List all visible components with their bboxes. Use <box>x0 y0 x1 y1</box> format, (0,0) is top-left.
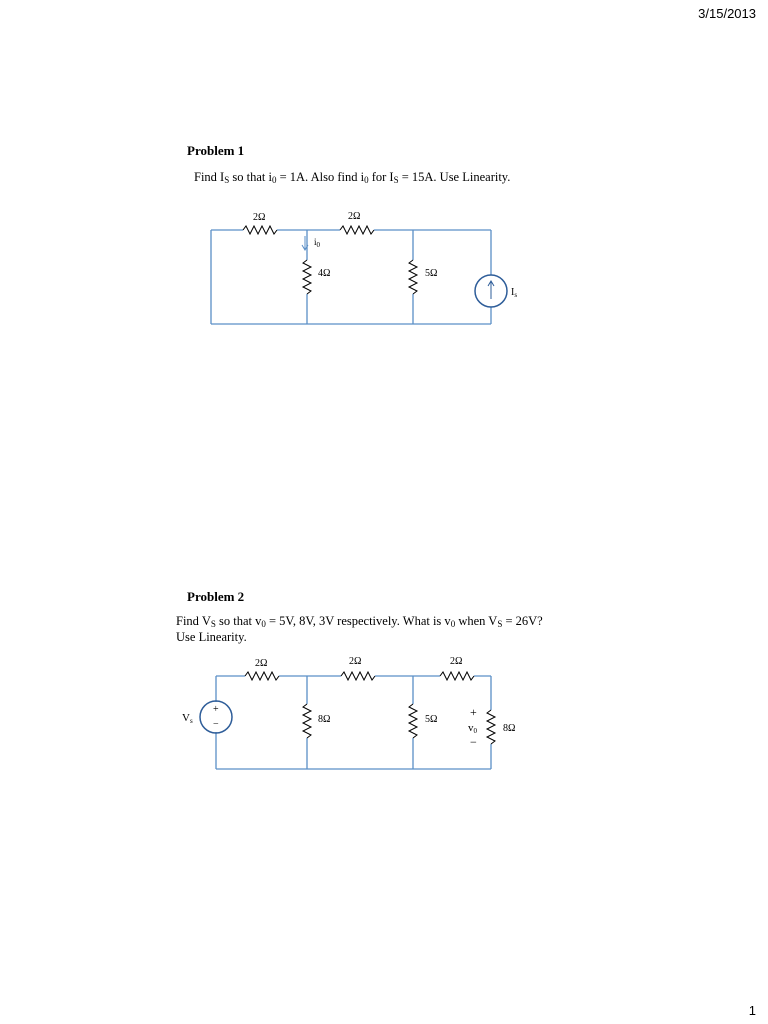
p1-source-arrow <box>488 281 494 299</box>
p2-r1-label: 2Ω <box>255 658 268 669</box>
page-number: 1 <box>748 1003 756 1018</box>
problem2-title: Problem 2 <box>187 589 245 604</box>
p1-r1-label: 2Ω <box>253 212 266 223</box>
p2-source-plus: + <box>213 704 219 715</box>
circuit1-resistors <box>243 226 417 294</box>
circuit1 <box>211 230 491 324</box>
p1-resistor-r1 <box>243 226 277 234</box>
p1-source-label: $I_s$ <box>511 287 518 299</box>
problem2-statement: Find $V_S$ so that $v_0 = 5V$, 8V, 3V respectively. What is $v_0$ when $V_S = 26V$? <box>176 614 543 629</box>
page-date: 3/15/2013 <box>698 6 756 21</box>
p1-r4-label: 5Ω <box>425 268 438 279</box>
circuit2 <box>216 676 491 769</box>
p2-r4-label: 8Ω <box>318 714 331 725</box>
p1-resistor-r2 <box>340 226 374 234</box>
p2-r3-label: 2Ω <box>450 656 463 667</box>
problem1-statement: Find $I_S$ so that $i_0 = 1A$. Also find $i_0$ for $I_S = 15A$. Use Linearity. <box>194 170 511 185</box>
p2-r2-label: 2Ω <box>349 656 362 667</box>
problem1-title: Problem 1 <box>187 143 245 158</box>
p1-r2-label: 2Ω <box>348 211 361 222</box>
p2-source-label: Vs <box>182 712 193 725</box>
problem2-statement-line2: Use Linearity. <box>176 630 247 644</box>
p1-current-label: $i_0$ <box>314 237 321 249</box>
circuit2-resistors <box>245 672 495 744</box>
p2-resistor-r1 <box>245 672 279 680</box>
p2-vout-label: v0 <box>468 722 477 735</box>
p1-resistor-r4 <box>409 260 417 294</box>
p2-resistor-r2 <box>341 672 375 680</box>
p2-resistor-r4 <box>303 704 311 738</box>
p1-resistor-r3 <box>303 260 311 294</box>
p2-vout-plus: + <box>470 705 477 719</box>
p2-r5-label: 5Ω <box>425 714 438 725</box>
p2-resistor-r3 <box>440 672 474 680</box>
p2-r6-label: 8Ω <box>503 723 516 734</box>
p2-vout-minus: − <box>470 735 477 749</box>
p1-r3-label: 4Ω <box>318 268 331 279</box>
p2-source-minus: − <box>213 719 219 730</box>
p2-resistor-r6 <box>487 710 495 744</box>
p2-resistor-r5 <box>409 704 417 738</box>
